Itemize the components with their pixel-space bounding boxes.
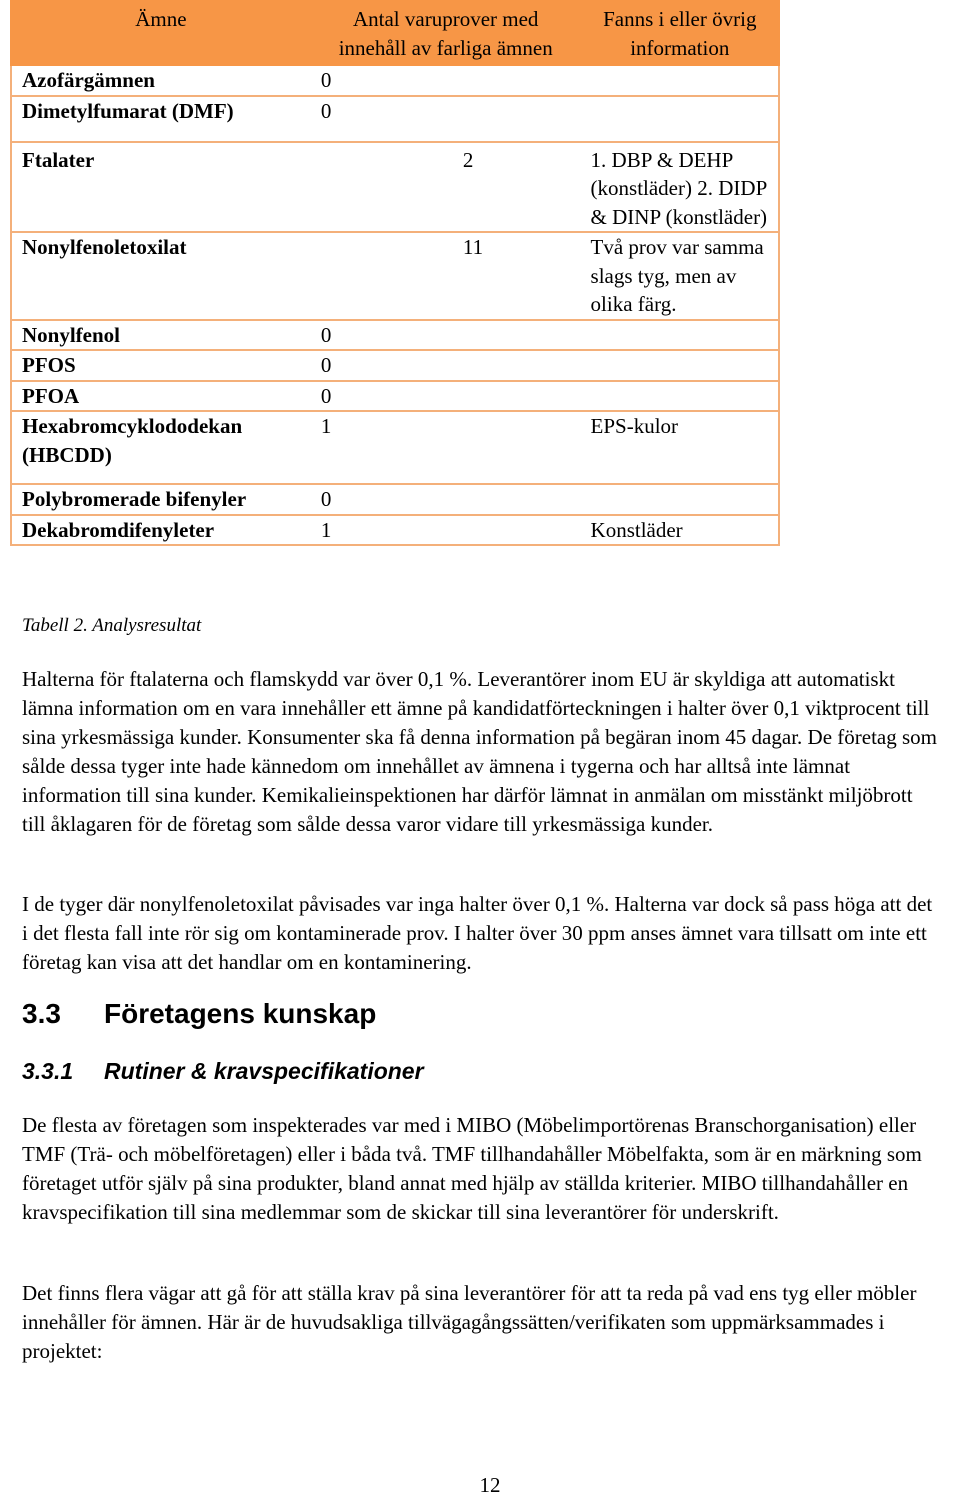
count-cell: 0 <box>311 96 581 142</box>
count-cell: 0 <box>311 484 581 515</box>
table-row <box>11 320 779 351</box>
substance-cell: Polybromerade bifenyler <box>11 484 311 515</box>
subsection-title: Rutiner & kravspecifikationer <box>104 1058 424 1084</box>
section-heading <box>22 998 376 1030</box>
count-cell: 0 <box>311 381 581 412</box>
section-number: 3.3 <box>22 998 61 1029</box>
info-cell <box>581 350 779 381</box>
info-cell: 1. DBP & DEHP (konstläder) 2. DIDP & DINP (konstläder) <box>581 142 779 233</box>
substance-cell: Hexabromcyklododekan (HBCDD) <box>11 411 311 484</box>
subsection-heading <box>22 1058 424 1085</box>
table-row <box>11 96 779 142</box>
substance-cell: Dimetylfumarat (DMF) <box>11 96 311 142</box>
subsection-number: 3.3.1 <box>22 1058 74 1084</box>
substance-cell: Azofärgämnen <box>11 65 311 96</box>
count-cell: 2 <box>311 142 581 233</box>
substance-cell: Dekabromdifenyleter <box>11 515 311 546</box>
substance-cell: Nonylfenoletoxilat <box>11 232 311 320</box>
table-row <box>11 350 779 381</box>
info-cell: EPS-kulor <box>581 411 779 484</box>
paragraph-nonylphenol: I de tyger där nonylfenoletoxilat påvisades var inga halter över 0,1 %. Halterna var dock så pass höga att det i det flesta fall inte rör sig om kontaminerade prov. I halter över 30 ppm anses ämnet vara tillsatt om inte ett företag kan visa att det handlar om en kontaminering. <box>22 892 933 974</box>
substance-cell: Nonylfenol <box>11 320 311 351</box>
table-caption: Tabell 2. Analysresultat <box>22 615 202 636</box>
count-cell: 0 <box>311 350 581 381</box>
section-title: Företagens kunskap <box>104 998 377 1029</box>
table-row <box>11 142 779 233</box>
substance-cell: PFOA <box>11 381 311 412</box>
count-cell: 0 <box>311 320 581 351</box>
paragraph-supplier-requirements: Det finns flera vägar att gå för att ställa krav på sina leverantörer för att ta reda på vad ens tyg eller möbler innehåller för ämnen. Här är de huvudsakliga tillvägagångssätten/verifikaten som uppmärksammades i projektet: <box>22 1281 917 1363</box>
table-row <box>11 411 779 484</box>
table-header-row <box>11 1 779 65</box>
substance-cell: Ftalater <box>11 142 311 233</box>
info-cell <box>581 484 779 515</box>
paragraph-industry-organisations: De flesta av företagen som inspekterades var med i MIBO (Möbelimportörenas Branschorganisation) eller TMF (Trä- och möbelföretagen) eller i båda två. TMF tillhandahåller Möbelfakta, som är en märkning som företaget utför själv på sina produkter, bland annat med hjälp av ställda kriterier. MIBO tillhandahåller en kravspecifikation till sina medlemmar som de skickar till sina leverantörer för underskrift. <box>22 1113 922 1224</box>
table-row <box>11 484 779 515</box>
count-cell: 11 <box>311 232 581 320</box>
count-cell: 1 <box>311 515 581 546</box>
info-cell <box>581 320 779 351</box>
table-row <box>11 381 779 412</box>
info-cell <box>581 96 779 142</box>
table-row <box>11 515 779 546</box>
substance-cell: PFOS <box>11 350 311 381</box>
paragraph-flame-retardants: Halterna för ftalaterna och flamskydd var över 0,1 %. Leverantörer inom EU är skyldiga att automatiskt lämna information om en vara innehåller ett ämne på kandidatförteckningen i halter över 0,1 viktprocent till sina yrkesmässiga kunder. Konsumenter ska få denna information på begäran inom 45 dagar. De företag som sålde dessa tyger inte hade kännedom om innehållet av ämnena i tygerna och har alltså inte lämnat information till sina kunder. Kemikalieinspektionen har därför lämnat in anmälan om misstänkt miljöbrott till åklagaren för de företag som sålde dessa varor vidare till yrkesmässiga kunder. <box>22 667 937 836</box>
info-cell: Två prov var samma slags tyg, men av olika färg. <box>581 232 779 320</box>
count-cell: 0 <box>311 65 581 96</box>
table-row <box>11 232 779 320</box>
header-info: Fanns i eller övrig information <box>581 1 779 65</box>
analysis-results-table <box>10 0 780 546</box>
info-cell: Konstläder <box>581 515 779 546</box>
count-cell: 1 <box>311 411 581 484</box>
table-row <box>11 65 779 96</box>
page-number: 12 <box>479 1473 501 1497</box>
info-cell <box>581 381 779 412</box>
header-sample-count: Antal varuprover med innehåll av farliga ämnen <box>311 1 581 65</box>
info-cell <box>581 65 779 96</box>
header-substance: Ämne <box>11 1 311 65</box>
